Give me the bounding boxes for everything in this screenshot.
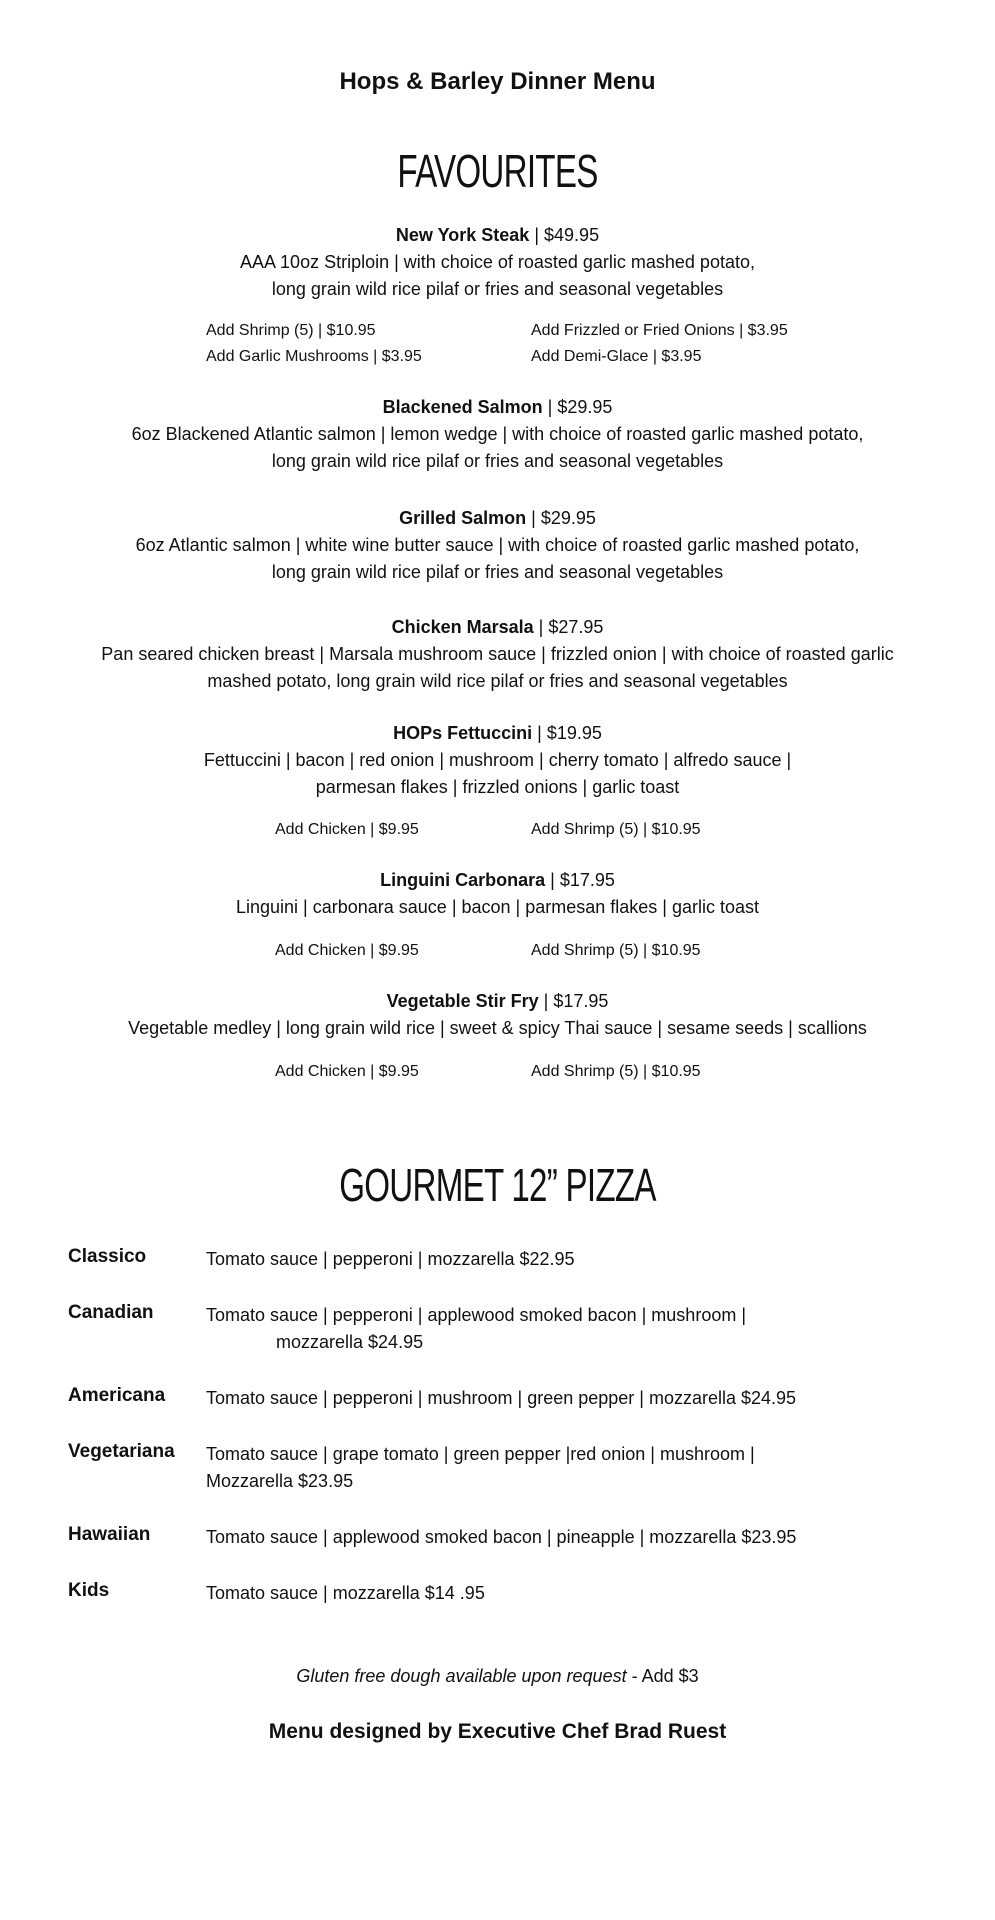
item-desc-line: Vegetable medley | long grain wild rice | sweet & spicy Thai sauce | sesame seeds | scallions [128, 1018, 867, 1038]
pizza-desc-text: Tomato sauce | pepperoni | applewood smoked bacon | mushroom | [206, 1305, 747, 1325]
item-price: | $17.95 [543, 991, 609, 1011]
item-desc-line: Linguini | carbonara sauce | bacon | parmesan flakes | garlic toast [236, 897, 759, 917]
gluten-free-price: - Add $3 [626, 1666, 699, 1686]
gluten-free-note [0, 1666, 995, 1687]
item-desc-line: Fettuccini | bacon | red onion | mushroom | cherry tomato | alfredo sauce | [203, 750, 792, 770]
pizza-desc-text: Tomato sauce | pepperoni | mushroom | green pepper | mozzarella $24.95 [206, 1388, 797, 1408]
addon-item: Add Chicken | $9.95 [275, 942, 419, 959]
pizza-desc-continued: mozzarella $24.95 [276, 1332, 424, 1352]
pizza-desc-text: Tomato sauce | mozzarella $14 .95 [206, 1583, 485, 1603]
pizza-desc [206, 1441, 926, 1495]
pizza-desc [206, 1302, 926, 1356]
menu-item-hops-fettuccini [0, 720, 995, 801]
item-price: | $19.95 [537, 723, 602, 743]
chef-credit: Menu designed by Executive Chef Brad Ruest [268, 1720, 727, 1743]
addon-item: Add Shrimp (5) | $10.95 [531, 1063, 701, 1080]
pizza-name: Kids [68, 1580, 110, 1601]
addon-item: Add Garlic Mushrooms | $3.95 [206, 348, 422, 365]
item-desc-line: Pan seared chicken breast | Marsala mushroom sauce | frizzled onion | with choice of roasted garlic [101, 644, 894, 664]
pizza-name: Americana [68, 1385, 166, 1406]
addon-item: Add Chicken | $9.95 [275, 821, 419, 838]
item-desc-line: 6oz Blackened Atlantic salmon | lemon wedge | with choice of roasted garlic mashed potato, [131, 424, 864, 444]
item-price: | $17.95 [550, 870, 615, 890]
item-desc-line: mashed potato, long grain wild rice pilaf or fries and seasonal vegetables [207, 671, 788, 691]
item-price: | $49.95 [534, 225, 600, 245]
item-name: HOPs Fettuccini [393, 723, 533, 743]
addon-item: Add Shrimp (5) | $10.95 [531, 821, 701, 838]
pizza-desc [206, 1246, 926, 1273]
item-desc-line: AAA 10oz Striploin | with choice of roasted garlic mashed potato, [240, 252, 755, 272]
pizza-name: Canadian [68, 1302, 154, 1323]
menu-item-grilled-salmon [0, 505, 995, 586]
menu-item-chicken-marsala [0, 614, 995, 695]
item-name: Chicken Marsala [391, 617, 534, 637]
pizza-desc-text: Tomato sauce | applewood smoked bacon | pineapple | mozzarella $23.95 [206, 1527, 797, 1547]
item-price: | $29.95 [547, 397, 613, 417]
menu-item-linguini-carbonara [0, 867, 995, 921]
pizza-desc-text: Tomato sauce | grape tomato | green pepper |red onion | mushroom | [206, 1444, 755, 1464]
section-title-pizza: GOURMET 12” PIZZA [339, 1159, 656, 1211]
item-name: Vegetable Stir Fry [386, 991, 539, 1011]
addon-item: Add Demi-Glace | $3.95 [531, 348, 702, 365]
item-name: Blackened Salmon [382, 397, 543, 417]
item-desc-line: long grain wild rice pilaf or fries and seasonal vegetables [271, 279, 724, 299]
item-name: New York Steak [395, 225, 530, 245]
pizza-name: Vegetariana [68, 1441, 175, 1462]
section-title-favourites: FAVOURITES [397, 145, 598, 197]
menu-item-blackened-salmon [0, 394, 995, 475]
gluten-free-text: Gluten free dough available upon request [296, 1666, 627, 1686]
item-price: | $27.95 [538, 617, 604, 637]
pizza-desc [206, 1524, 926, 1551]
pizza-name: Classico [68, 1246, 147, 1267]
menu-title: Hops & Barley Dinner Menu [339, 68, 656, 95]
addon-item: Add Frizzled or Fried Onions | $3.95 [531, 322, 788, 339]
pizza-desc-text: Tomato sauce | pepperoni | mozzarella $22.95 [206, 1249, 575, 1269]
pizza-desc [206, 1385, 926, 1412]
item-price: | $29.95 [531, 508, 596, 528]
addon-item: Add Shrimp (5) | $10.95 [531, 942, 701, 959]
item-name: Grilled Salmon [399, 508, 527, 528]
item-name: Linguini Carbonara [380, 870, 546, 890]
pizza-desc [206, 1580, 926, 1607]
menu-item-new-york-steak [0, 222, 995, 303]
menu-item-vegetable-stir-fry [0, 988, 995, 1042]
pizza-desc-continued: Mozzarella $23.95 [206, 1471, 354, 1491]
item-desc-line: long grain wild rice pilaf or fries and seasonal vegetables [271, 562, 724, 582]
item-desc-line: long grain wild rice pilaf or fries and seasonal vegetables [271, 451, 724, 471]
item-desc-line: parmesan flakes | frizzled onions | garlic toast [315, 777, 680, 797]
addon-item: Add Shrimp (5) | $10.95 [206, 322, 376, 339]
pizza-name: Hawaiian [68, 1524, 151, 1545]
item-desc-line: 6oz Atlantic salmon | white wine butter sauce | with choice of roasted garlic mashed potato, [135, 535, 860, 555]
addon-item: Add Chicken | $9.95 [275, 1063, 419, 1080]
